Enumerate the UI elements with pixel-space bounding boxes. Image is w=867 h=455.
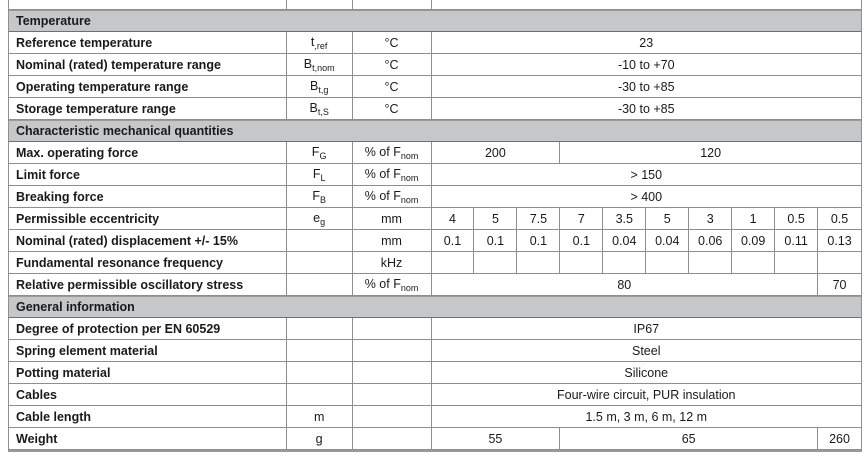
unit-text xyxy=(365,189,419,205)
value-cell xyxy=(474,208,517,230)
row-label-cell xyxy=(9,274,287,296)
symbol-cell xyxy=(287,428,353,450)
row-label-cell xyxy=(9,340,287,362)
value-text: 0.1 xyxy=(529,233,548,248)
symbol-text xyxy=(309,101,328,117)
row-label-cell xyxy=(9,98,287,120)
symbol-cell xyxy=(287,32,353,54)
value-text: 1 xyxy=(749,211,757,226)
value-text: 1.5 m, 3 m, 6 m, 12 m xyxy=(585,409,708,424)
cell-text: $t_{,ref}$ xyxy=(310,34,328,51)
value-cell xyxy=(432,142,561,164)
symbol-cell xyxy=(287,406,353,428)
value-text: 4 xyxy=(449,211,456,226)
value-text: -30 to +85 xyxy=(617,79,675,94)
value-text: 23 xyxy=(639,35,654,50)
row-label: Storage temperature range xyxy=(16,101,176,116)
specification-table xyxy=(8,0,862,452)
unit-text xyxy=(385,102,399,116)
value-text: > 400 xyxy=(630,189,663,204)
subscript: G xyxy=(319,150,327,161)
unit-cell xyxy=(353,274,432,296)
symbol-cell xyxy=(287,98,353,120)
unit-text xyxy=(381,212,402,226)
table-row xyxy=(9,252,861,274)
unit-cell xyxy=(353,186,432,208)
row-label: Potting material xyxy=(16,365,111,380)
row-label-cell xyxy=(9,384,287,406)
unit-text xyxy=(385,36,399,50)
table-row xyxy=(9,362,861,384)
symbol-text xyxy=(313,211,325,227)
value-text: 0.11 xyxy=(784,233,808,248)
value-cell xyxy=(432,252,475,274)
section-header: Characteristic mechanical quantities xyxy=(9,120,861,142)
row-label: Operating temperature range xyxy=(16,79,189,94)
section-header: Temperature xyxy=(9,10,861,32)
subscript: t,nom xyxy=(312,62,335,73)
value-text: 0.09 xyxy=(740,233,766,248)
cell-text: °C xyxy=(384,101,399,116)
section-header: General information xyxy=(9,296,861,318)
symbol-text xyxy=(312,189,326,205)
unit-cell xyxy=(353,164,432,186)
value-cell xyxy=(432,0,861,10)
value-cell xyxy=(432,428,561,450)
value-cell xyxy=(432,186,861,208)
table-row xyxy=(9,186,861,208)
subscript: t,S xyxy=(317,106,329,117)
value-text: 0.04 xyxy=(655,233,680,248)
unit-text xyxy=(385,58,399,72)
table-row xyxy=(9,274,861,296)
unit-cell xyxy=(353,32,432,54)
symbol-text xyxy=(313,167,326,183)
value-cell xyxy=(603,208,646,230)
value-cell xyxy=(689,230,732,252)
row-label: Relative permissible oscillatory stress xyxy=(16,277,244,292)
unit-cell xyxy=(353,362,432,384)
value-cell xyxy=(603,252,646,274)
unit-cell xyxy=(353,142,432,164)
unit-cell xyxy=(353,318,432,340)
table-row xyxy=(9,208,861,230)
row-label-cell xyxy=(9,0,287,10)
cell-text: kHz xyxy=(380,255,403,270)
value-text: 3.5 xyxy=(615,211,633,226)
value-cell xyxy=(818,230,861,252)
symbol-text xyxy=(304,57,335,73)
value-cell xyxy=(560,428,818,450)
symbol-cell xyxy=(287,54,353,76)
row-label-cell xyxy=(9,142,287,164)
cell-text: % of $F_{nom}$ xyxy=(364,188,419,205)
symbol-text xyxy=(311,35,328,51)
value-cell xyxy=(818,274,861,296)
unit-text xyxy=(381,256,403,270)
cell-text: $F_G$ xyxy=(311,144,327,161)
subscript: t,g xyxy=(318,84,329,95)
value-cell xyxy=(775,230,818,252)
value-cell xyxy=(560,252,603,274)
value-cell xyxy=(603,230,646,252)
cell-text: °C xyxy=(384,57,399,72)
value-cell xyxy=(432,384,861,406)
subscript: B xyxy=(319,194,326,205)
value-cell xyxy=(474,252,517,274)
subscript: nom xyxy=(400,150,419,161)
unit-cell xyxy=(353,230,432,252)
unit-text xyxy=(365,167,419,183)
row-label: Cables xyxy=(16,387,57,402)
unit-text xyxy=(385,80,399,94)
value-cell xyxy=(432,230,475,252)
cell-text: $B_{t,nom}$ xyxy=(303,56,335,73)
value-text: 80 xyxy=(617,277,632,292)
value-text: 200 xyxy=(484,145,506,160)
table-row xyxy=(9,428,861,450)
row-label-cell xyxy=(9,54,287,76)
row-label-cell xyxy=(9,32,287,54)
table-row xyxy=(9,406,861,428)
cell-text: m xyxy=(313,409,325,424)
value-text: 70 xyxy=(832,277,847,292)
table-row xyxy=(9,76,861,98)
symbol-text xyxy=(316,432,323,446)
symbol-cell xyxy=(287,76,353,98)
value-cell xyxy=(432,274,819,296)
value-text: 0.1 xyxy=(572,233,591,248)
row-label: Fundamental resonance frequency xyxy=(16,255,224,270)
cell-text: g xyxy=(315,431,323,446)
row-label: Nominal (rated) displacement +/- 15% xyxy=(16,233,238,248)
table-row xyxy=(9,32,861,54)
value-text xyxy=(611,0,681,10)
row-label xyxy=(16,0,85,10)
value-text: 55 xyxy=(488,431,503,446)
value-cell xyxy=(432,406,861,428)
symbol-cell xyxy=(287,274,353,296)
value-cell xyxy=(818,428,861,450)
row-label-cell xyxy=(9,186,287,208)
value-cell xyxy=(432,340,861,362)
value-cell xyxy=(732,230,775,252)
row-label-cell xyxy=(9,76,287,98)
value-cell xyxy=(517,252,560,274)
row-label: Permissible eccentricity xyxy=(16,211,160,226)
subscript: nom xyxy=(400,172,419,183)
table-row xyxy=(9,340,861,362)
value-cell xyxy=(432,98,861,120)
table-row xyxy=(9,0,861,10)
row-label: Nominal (rated) temperature range xyxy=(16,57,221,72)
symbol-cell xyxy=(287,164,353,186)
row-label-cell xyxy=(9,252,287,274)
row-label-cell xyxy=(9,208,287,230)
value-text: Silicone xyxy=(624,365,669,380)
symbol-text xyxy=(314,410,324,424)
symbol-cell xyxy=(287,0,353,10)
value-cell xyxy=(432,362,861,384)
symbol-cell xyxy=(287,362,353,384)
table-row xyxy=(9,318,861,340)
cell-text: $B_{t,S}$ xyxy=(309,100,329,117)
cell-text: % of $F_{nom}$ xyxy=(364,144,419,161)
row-label-cell xyxy=(9,164,287,186)
value-text: 0.1 xyxy=(443,233,462,248)
value-cell xyxy=(646,252,689,274)
value-cell xyxy=(517,230,560,252)
subscript: ,ref xyxy=(314,40,328,51)
value-text: 260 xyxy=(829,431,850,446)
cell-text: °C xyxy=(384,35,399,50)
value-cell xyxy=(432,318,861,340)
table-row xyxy=(9,54,861,76)
value-cell xyxy=(818,252,861,274)
unit-cell xyxy=(353,252,432,274)
symbol-cell xyxy=(287,318,353,340)
row-label: Limit force xyxy=(16,167,80,182)
row-label-cell xyxy=(9,406,287,428)
value-text: 0.06 xyxy=(698,233,723,248)
value-text: -10 to +70 xyxy=(617,57,675,72)
value-text: 5 xyxy=(491,211,499,226)
value-text: 120 xyxy=(700,145,722,160)
value-cell xyxy=(646,230,689,252)
value-cell xyxy=(432,32,861,54)
row-label: Weight xyxy=(16,431,58,446)
value-text: IP67 xyxy=(633,321,660,336)
cell-text: °C xyxy=(384,79,399,94)
unit-text xyxy=(365,277,419,293)
row-label: Breaking force xyxy=(16,189,104,204)
value-cell xyxy=(689,208,732,230)
cell-text: mm xyxy=(381,211,402,226)
row-label: Reference temperature xyxy=(16,35,153,50)
cell-text: % of $F_{nom}$ xyxy=(364,166,419,183)
value-text: Steel xyxy=(632,343,661,358)
value-cell xyxy=(689,252,732,274)
value-text: 7.5 xyxy=(529,211,548,226)
value-text: > 150 xyxy=(630,167,663,182)
row-label-cell xyxy=(9,428,287,450)
cell-text: $F_B$ xyxy=(312,188,326,205)
unit-text xyxy=(365,145,419,161)
value-cell xyxy=(432,208,475,230)
symbol-cell xyxy=(287,340,353,362)
value-cell xyxy=(775,252,818,274)
cell-text: $B_{t,g}$ xyxy=(309,78,329,95)
unit-cell xyxy=(353,54,432,76)
value-cell xyxy=(775,208,818,230)
row-label: Degree of protection per EN 60529 xyxy=(16,321,221,336)
row-label-cell xyxy=(9,318,287,340)
value-cell xyxy=(432,164,861,186)
value-text: 0.5 xyxy=(787,211,805,226)
value-cell xyxy=(646,208,689,230)
unit-cell xyxy=(353,98,432,120)
table-row xyxy=(9,142,861,164)
unit-cell xyxy=(353,208,432,230)
subscript: nom xyxy=(400,194,419,205)
value-cell xyxy=(818,208,861,230)
value-text: 65 xyxy=(681,431,696,446)
value-cell xyxy=(432,76,861,98)
value-cell xyxy=(560,142,861,164)
value-cell xyxy=(560,230,603,252)
subscript: L xyxy=(320,172,326,183)
value-text: 0.13 xyxy=(827,233,852,248)
symbol-cell xyxy=(287,208,353,230)
value-cell xyxy=(474,230,517,252)
unit-cell xyxy=(353,340,432,362)
value-text: 3 xyxy=(706,211,714,226)
cell-text: % of $F_{nom}$ xyxy=(364,276,419,293)
table-row xyxy=(9,384,861,406)
value-cell xyxy=(732,208,775,230)
value-text: Four-wire circuit, PUR insulation xyxy=(556,387,736,402)
value-text: 0.1 xyxy=(486,233,505,248)
value-cell xyxy=(432,54,861,76)
unit-cell xyxy=(353,406,432,428)
row-label: Cable length xyxy=(16,409,92,424)
row-label-cell xyxy=(9,230,287,252)
value-text: 0.5 xyxy=(830,211,849,226)
symbol-text xyxy=(310,79,328,95)
unit-cell xyxy=(353,428,432,450)
value-cell xyxy=(732,252,775,274)
value-cell xyxy=(560,208,603,230)
value-cell xyxy=(517,208,560,230)
symbol-cell xyxy=(287,384,353,406)
symbol-cell xyxy=(287,186,353,208)
unit-text xyxy=(381,234,402,248)
table-row xyxy=(9,164,861,186)
unit-cell xyxy=(353,76,432,98)
cell-text: mm xyxy=(381,233,402,248)
cell-text: $F_L$ xyxy=(312,166,326,183)
symbol-cell xyxy=(287,252,353,274)
row-label: Spring element material xyxy=(16,343,158,358)
cell-text: $e_g$ xyxy=(313,210,326,227)
subscript: g xyxy=(320,216,326,227)
symbol-cell xyxy=(287,142,353,164)
row-label-cell xyxy=(9,362,287,384)
table-row xyxy=(9,98,861,120)
value-text: -30 to +85 xyxy=(617,101,675,116)
value-text: 5 xyxy=(663,211,671,226)
unit-cell xyxy=(353,0,432,10)
unit-cell xyxy=(353,384,432,406)
row-label: Max. operating force xyxy=(16,145,139,160)
subscript: nom xyxy=(400,282,419,293)
table-row xyxy=(9,230,861,252)
value-text: 0.04 xyxy=(612,233,637,248)
value-text: 7 xyxy=(577,211,585,226)
symbol-text xyxy=(312,145,327,161)
symbol-cell xyxy=(287,230,353,252)
